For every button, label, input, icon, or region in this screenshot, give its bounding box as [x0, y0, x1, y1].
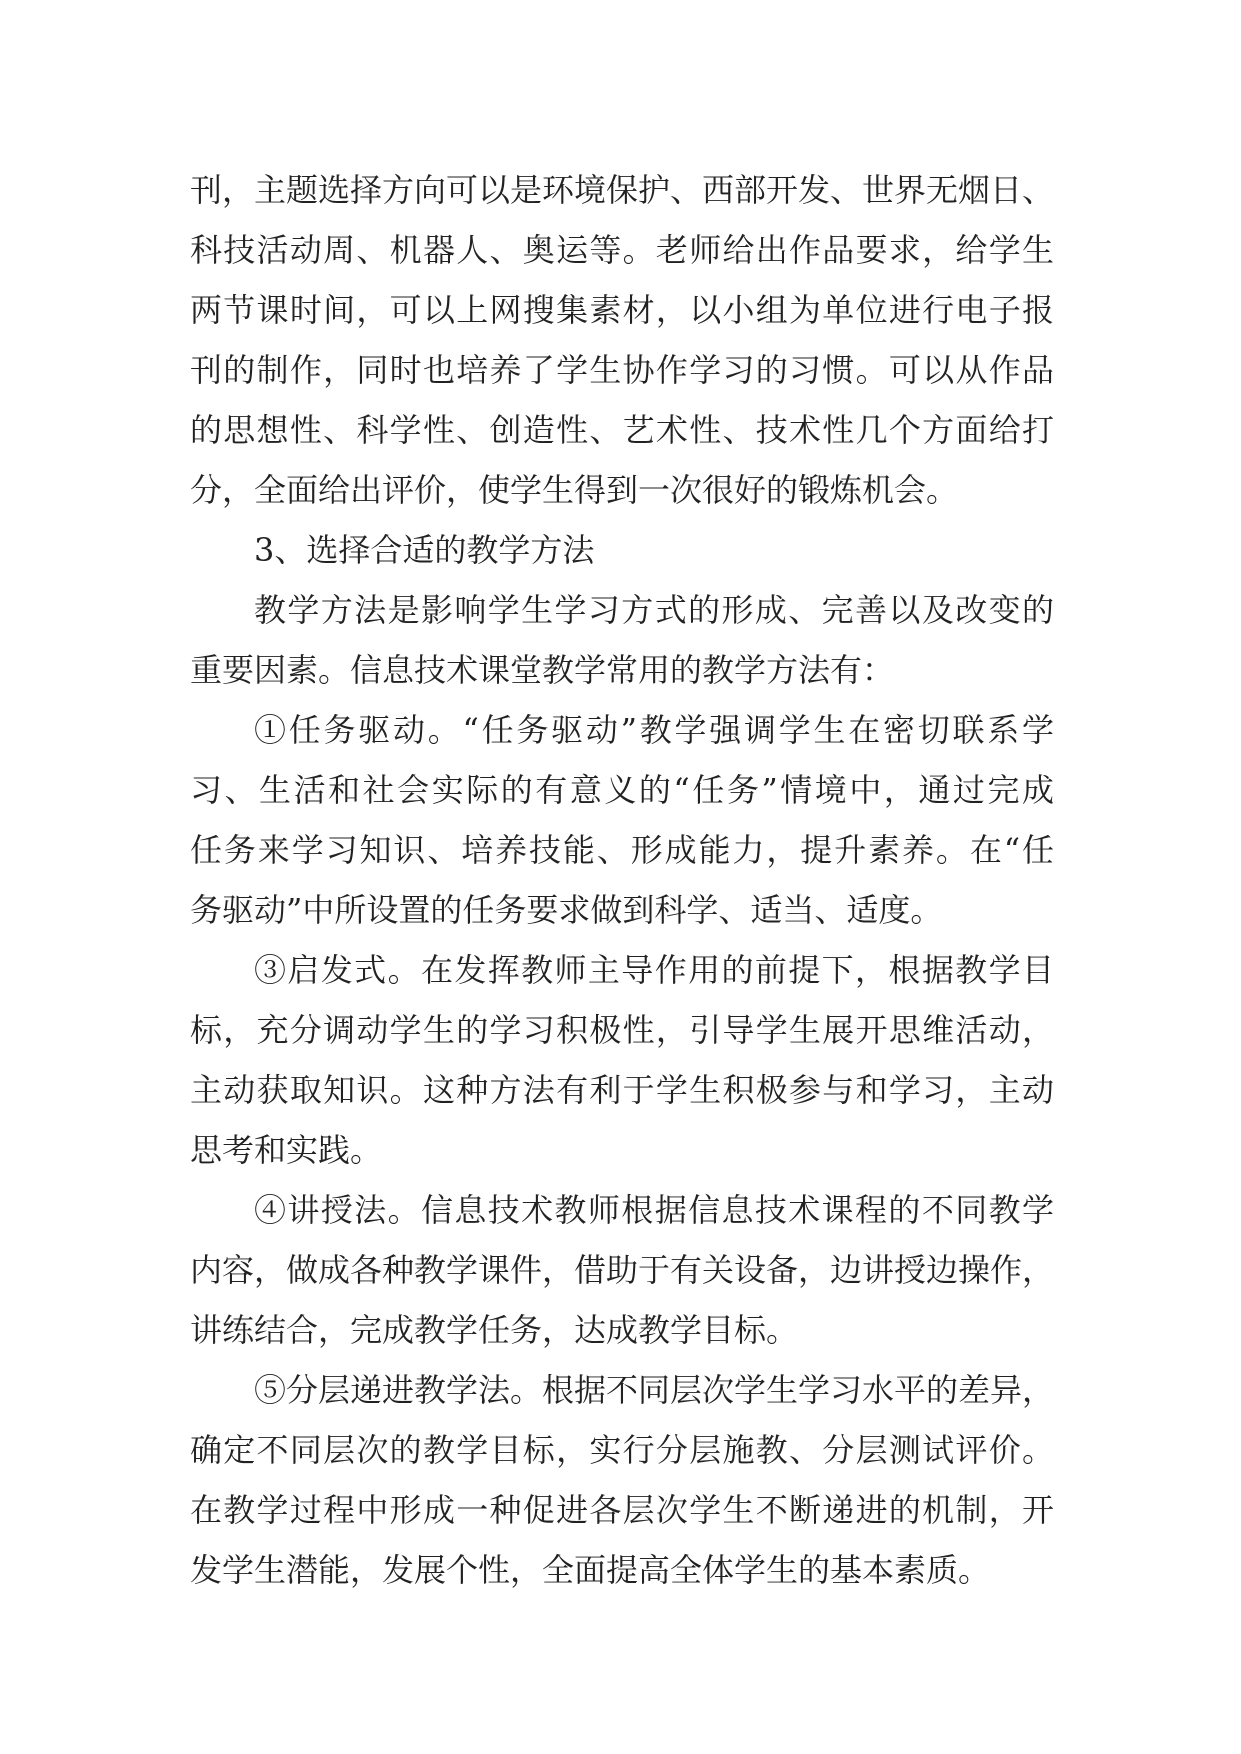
paragraph-tiered: [190, 1360, 1054, 1600]
text-line: 讲练结合，完成教学任务，达成教学目标。: [190, 1311, 799, 1349]
document-body: [190, 160, 1054, 1600]
text-line: 标，充分调动学生的学习积极性，引导学生展开思维活动，: [190, 1011, 1054, 1049]
text-line: 分，全面给出评价，使学生得到一次很好的锻炼机会。: [190, 471, 959, 509]
text-line: ①任务驱动。“任务驱动”教学强调学生在密切联系学: [254, 711, 1054, 749]
text-line: 习、生活和社会实际的有意义的“任务”情境中，通过完成: [190, 771, 1054, 809]
text-line: 重要因素。信息技术课堂教学常用的教学方法有：: [190, 651, 895, 689]
paragraph-task-driven: [190, 700, 1054, 940]
heading-text: 3、选择合适的教学方法: [254, 531, 595, 569]
text-line: 教学方法是影响学生学习方式的形成、完善以及改变的: [254, 591, 1054, 629]
text-line: ⑤分层递进教学法。根据不同层次学生学习水平的差异，: [254, 1371, 1055, 1409]
text-line: 在教学过程中形成一种促进各层次学生不断递进的机制，开: [190, 1491, 1054, 1529]
paragraph-continuation: [190, 160, 1054, 520]
text-line: 刊的制作，同时也培养了学生协作学习的习惯。可以从作品: [190, 351, 1054, 389]
paragraph-lecture: [190, 1180, 1054, 1360]
paragraph-intro: [190, 580, 1054, 700]
text-line: 思考和实践。: [190, 1131, 383, 1169]
text-line: 主动获取知识。这种方法有利于学生积极参与和学习，主动: [190, 1071, 1054, 1109]
paragraph-heuristic: [190, 940, 1054, 1180]
text-line: 科技活动周、机器人、奥运等。老师给出作品要求，给学生: [190, 231, 1054, 269]
text-line: 刊，主题选择方向可以是环境保护、西部开发、世界无烟日、: [190, 171, 1055, 209]
text-line: ④讲授法。信息技术教师根据信息技术课程的不同教学: [254, 1191, 1054, 1229]
text-line: 任务来学习知识、培养技能、形成能力，提升素养。在“任: [190, 831, 1054, 869]
text-line: 两节课时间，可以上网搜集素材，以小组为单位进行电子报: [190, 291, 1054, 329]
text-line: ③启发式。在发挥教师主导作用的前提下，根据教学目: [254, 951, 1054, 989]
text-line: 发学生潜能，发展个性，全面提高全体学生的基本素质。: [190, 1551, 991, 1589]
text-line: 的思想性、科学性、创造性、艺术性、技术性几个方面给打: [190, 411, 1054, 449]
text-line: 务驱动”中所设置的任务要求做到科学、适当、适度。: [190, 891, 943, 929]
text-line: 内容，做成各种教学课件，借助于有关设备，边讲授边操作，: [190, 1251, 1055, 1289]
section-heading: [190, 520, 1054, 580]
text-line: 确定不同层次的教学目标，实行分层施教、分层测试评价。: [190, 1431, 1054, 1469]
